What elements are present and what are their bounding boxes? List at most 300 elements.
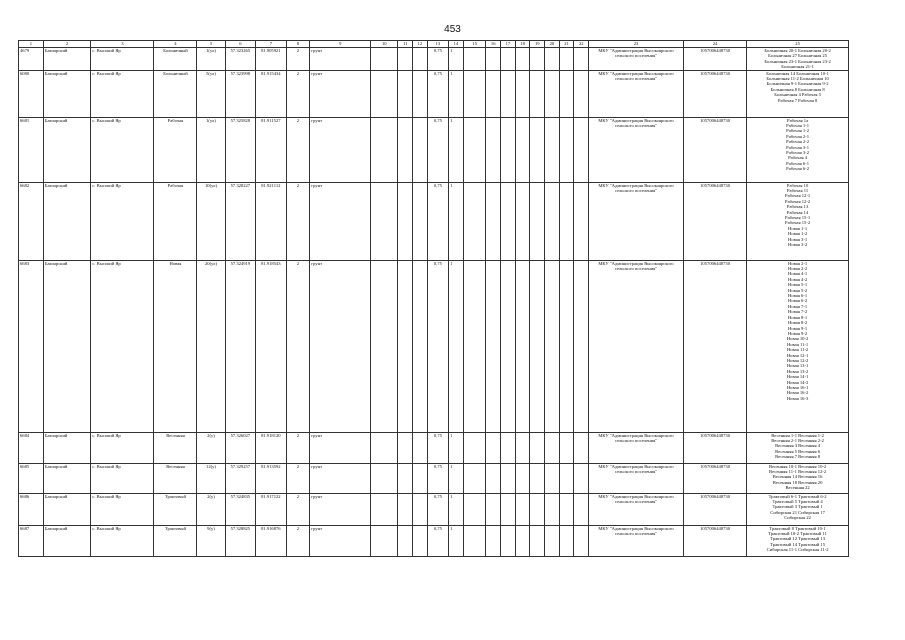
empty-cell [413, 117, 428, 182]
surface-cell: грунт [310, 117, 371, 182]
table-row [19, 493, 849, 525]
address-line: Рабочая 1а [787, 117, 809, 123]
empty-cell [574, 432, 589, 463]
column-number: 14 [449, 41, 464, 48]
street-cell: Весенняя [154, 432, 197, 463]
address-line: Новая 4-1 [788, 271, 808, 277]
longitude-cell: 81.905921 [256, 48, 286, 71]
owner-cell: МКУ "Администрация Высокоярского сельского поселения" [589, 525, 684, 556]
address-line: Рабочая 15-1 [785, 215, 811, 221]
address-line: Новая 5-1 [788, 282, 808, 288]
address-line: Новая 3-1 [788, 236, 808, 242]
address-line: Новая 12-2 [786, 357, 809, 363]
address-line: Новая 11-2 [786, 347, 809, 353]
empty-cell [371, 432, 398, 463]
empty-cell [530, 525, 545, 556]
empty-cell [413, 260, 428, 432]
width-cell: 0,75 [427, 182, 448, 260]
empty-cell [574, 260, 589, 432]
empty-cell [486, 117, 501, 182]
address-line: Новая 1-1 [788, 225, 808, 231]
column-number-header [19, 41, 849, 48]
settlement-cell: с. Высокий Яр [91, 463, 154, 493]
surface-cell: грунт [310, 260, 371, 432]
page-number: 453 [444, 24, 461, 35]
table-row [19, 182, 849, 260]
address-line: Трактовый 3 Трактовый 1 [772, 504, 823, 510]
address-line: Рабочая 3-2 [786, 150, 809, 156]
record-number: 6685 [19, 463, 44, 493]
empty-cell [515, 117, 530, 182]
flag-cell: 1 [449, 525, 464, 556]
empty-cell [530, 463, 545, 493]
address-line: Весенняя 18 Весенняя 20 [772, 479, 823, 485]
empty-cell [559, 432, 574, 463]
address-line: Новая 11-1 [786, 341, 809, 347]
address-line: Весенняя 10-1 Весенняя 10-2 [768, 463, 827, 469]
district-cell: Бакчарский [43, 48, 90, 71]
width-cell: 0,75 [427, 493, 448, 525]
address-line: Рабочая 3-1 [786, 144, 809, 150]
address-line: Трактовый 5 Трактовый 4 [772, 499, 823, 505]
address-line: Новая 16-1 [786, 384, 809, 390]
count-cell: 2 [286, 117, 310, 182]
column-number: 5 [197, 41, 225, 48]
address-line: Рабочая 11 [787, 188, 809, 194]
empty-cell [463, 463, 486, 493]
empty-cell [463, 525, 486, 556]
addresses-cell [747, 182, 849, 260]
empty-cell [463, 493, 486, 525]
empty-cell [486, 70, 501, 117]
empty-cell [501, 493, 516, 525]
empty-cell [486, 260, 501, 432]
surface-cell: грунт [310, 432, 371, 463]
address-line: Новая 16-3 [786, 395, 809, 401]
latitude-cell: 57.326027 [225, 432, 255, 463]
address-line: Сибирская 22 [784, 515, 811, 521]
street-cell: Новая [154, 260, 197, 432]
record-number: 6683 [19, 260, 44, 432]
district-cell: Бакчарский [43, 493, 90, 525]
surface-cell: грунт [310, 182, 371, 260]
flag-cell: 1 [449, 70, 464, 117]
addresses-cell [747, 48, 849, 71]
address-line: Новая 8-2 [788, 320, 808, 326]
empty-cell [545, 48, 560, 71]
column-number: 1 [19, 41, 44, 48]
column-number: 7 [256, 41, 286, 48]
empty-cell [501, 182, 516, 260]
settlement-cell: с. Высокий Яр [91, 117, 154, 182]
address-line: Весенняя 1-1 Весенняя 1-2 [771, 432, 824, 438]
column-number: 4 [154, 41, 197, 48]
settlement-cell: с. Высокий Яр [91, 493, 154, 525]
house-cell: 2(у) [197, 493, 225, 525]
house-cell: 10(ул) [197, 182, 225, 260]
empty-cell [398, 463, 413, 493]
table-row [19, 432, 849, 463]
address-line: Рабочая 2-2 [786, 139, 809, 145]
addresses-cell [747, 432, 849, 463]
address-line: Новая 6-2 [788, 298, 808, 304]
latitude-cell: 57.328227 [225, 182, 255, 260]
count-cell: 2 [286, 70, 310, 117]
address-line: Новая 12-1 [786, 352, 809, 358]
latitude-cell: 57.325828 [225, 117, 255, 182]
empty-cell [371, 525, 398, 556]
empty-cell [501, 463, 516, 493]
address-line: Весенняя 14 Весенняя 16 [772, 474, 823, 480]
settlement-cell: с. Высокий Яр [91, 48, 154, 71]
address-line: Рабочая 15-2 [785, 220, 811, 226]
address-line: Трактовый 6-1 Трактовый 6-2 [768, 493, 827, 499]
empty-cell [559, 260, 574, 432]
address-line: Рабочая 12-1 [785, 193, 811, 199]
count-cell: 2 [286, 182, 310, 260]
address-line: Весенняя 5 Весенняя 6 [775, 448, 821, 454]
empty-cell [530, 117, 545, 182]
empty-cell [530, 260, 545, 432]
owner-cell: МКУ "Администрация Высокоярского сельского поселения" [589, 463, 684, 493]
flag-cell: 1 [449, 493, 464, 525]
empty-cell [413, 70, 428, 117]
house-cell: 1(ул) [197, 48, 225, 71]
street-cell: Трактовый [154, 525, 197, 556]
empty-cell [530, 48, 545, 71]
column-number: 18 [515, 41, 530, 48]
empty-cell [501, 432, 516, 463]
street-cell: Рабочая [154, 182, 197, 260]
table-row [19, 260, 849, 432]
address-line: Рабочая 10 [786, 182, 809, 188]
address-line: Новая 3-2 [788, 242, 808, 248]
record-number: 6687 [19, 525, 44, 556]
empty-cell [501, 525, 516, 556]
empty-cell [545, 432, 560, 463]
address-line: Сибирская 21 Сибирская 17 [770, 509, 825, 515]
empty-cell [501, 48, 516, 71]
address-line: Новая 6-1 [788, 293, 808, 299]
empty-cell [574, 525, 589, 556]
address-line: Весенняя 3 Весенняя 4 [775, 443, 821, 449]
address-line: Рабочая 2-1 [786, 133, 809, 139]
empty-cell [413, 432, 428, 463]
empty-cell [486, 48, 501, 71]
address-line: Больничная 20-1 Больничная 20-2 [764, 48, 831, 53]
address-line: Больничная 21-1 [781, 64, 814, 70]
empty-cell [545, 525, 560, 556]
addresses-cell [747, 463, 849, 493]
owner-cell: МКУ "Администрация Высокоярского сельского поселения" [589, 432, 684, 463]
addresses-cell [747, 117, 849, 182]
address-line: Трактовый 14 Трактовый 15 [770, 541, 825, 547]
ogrn-cell: 1057006448730 [683, 260, 746, 432]
street-cell: Трактовый [154, 493, 197, 525]
latitude-cell: 57.323265 [225, 48, 255, 71]
street-cell: Больничный [154, 48, 197, 71]
empty-cell [463, 260, 486, 432]
empty-cell [545, 70, 560, 117]
settlement-cell: с. Высокий Яр [91, 260, 154, 432]
empty-cell [545, 182, 560, 260]
count-cell: 2 [286, 525, 310, 556]
address-line: Новая 8-1 [788, 314, 808, 320]
count-cell: 2 [286, 48, 310, 71]
table-body [19, 48, 849, 557]
ogrn-cell: 1057006448730 [683, 182, 746, 260]
district-cell: Бакчарский [43, 525, 90, 556]
empty-cell [559, 525, 574, 556]
count-cell: 2 [286, 432, 310, 463]
district-cell: Бакчарский [43, 260, 90, 432]
empty-cell [501, 117, 516, 182]
settlement-cell: с. Высокий Яр [91, 432, 154, 463]
table-row [19, 70, 849, 117]
empty-cell [515, 260, 530, 432]
road-registry-table [18, 40, 849, 557]
empty-cell [413, 48, 428, 71]
empty-cell [530, 432, 545, 463]
empty-cell [413, 525, 428, 556]
address-line: Больничная 11-2 Больничная 10 [766, 76, 829, 82]
empty-cell [574, 70, 589, 117]
empty-cell [371, 48, 398, 71]
surface-cell: грунт [310, 48, 371, 71]
empty-cell [371, 182, 398, 260]
longitude-cell: 81.913592 [256, 463, 286, 493]
address-line: Новая 13-1 [786, 363, 809, 369]
address-line: Рабочая 4 [788, 155, 808, 161]
address-line: Больничная 4 Рабочая 5 [774, 92, 821, 98]
record-number: 6686 [19, 493, 44, 525]
address-line: Новая 16-2 [786, 390, 809, 396]
record-number: 6080 [19, 70, 44, 117]
address-line: Новая 7-2 [788, 309, 808, 315]
surface-cell: грунт [310, 493, 371, 525]
district-cell: Бакчарский [43, 182, 90, 260]
district-cell: Бакчарский [43, 432, 90, 463]
empty-cell [486, 432, 501, 463]
longitude-cell: 81.921112 [256, 182, 286, 260]
empty-cell [463, 182, 486, 260]
column-number: 19 [530, 41, 545, 48]
width-cell: 0,75 [427, 260, 448, 432]
empty-cell [398, 117, 413, 182]
column-number: 15 [463, 41, 486, 48]
empty-cell [371, 70, 398, 117]
address-line: Рабочая 1-2 [786, 128, 809, 134]
empty-cell [559, 70, 574, 117]
owner-cell: МКУ "Администрация Высокоярского сельского поселения" [589, 117, 684, 182]
empty-cell [559, 117, 574, 182]
address-line: Рабочая 6-2 [786, 166, 809, 172]
address-line: Трактовый 8 Трактовый 10-1 [769, 525, 826, 531]
empty-cell [530, 182, 545, 260]
surface-cell: грунт [310, 70, 371, 117]
address-line: Рабочая 13 [786, 204, 809, 210]
empty-cell [371, 463, 398, 493]
column-number: 2 [43, 41, 90, 48]
ogrn-cell: 1057006448730 [683, 48, 746, 71]
surface-cell: грунт [310, 463, 371, 493]
empty-cell [545, 463, 560, 493]
record-number: 6684 [19, 432, 44, 463]
record-number: 6682 [19, 182, 44, 260]
house-cell: 2(у) [197, 432, 225, 463]
empty-cell [515, 182, 530, 260]
latitude-cell: 57.324835 [225, 493, 255, 525]
address-line: Новая 10-2 [786, 336, 809, 342]
empty-cell [398, 182, 413, 260]
addresses-cell [747, 260, 849, 432]
empty-cell [530, 70, 545, 117]
house-cell: 1(ул) [197, 117, 225, 182]
empty-cell [545, 260, 560, 432]
address-line: Новая 9-2 [788, 330, 808, 336]
street-cell: Весенняя [154, 463, 197, 493]
empty-cell [559, 463, 574, 493]
address-line: Рабочая 7 Рабочая 8 [777, 97, 818, 103]
addresses-cell [747, 70, 849, 117]
address-line: Новая 14-1 [786, 374, 809, 380]
owner-cell: МКУ "Администрация Высокоярского сельского поселения" [589, 182, 684, 260]
count-cell: 2 [286, 260, 310, 432]
address-line: Больничная 27 Больничная 25 [768, 53, 827, 59]
house-cell: 12(у) [197, 463, 225, 493]
column-number: 9 [310, 41, 371, 48]
longitude-cell: 81.916876 [256, 525, 286, 556]
addresses-cell [747, 493, 849, 525]
empty-cell [574, 463, 589, 493]
empty-cell [413, 493, 428, 525]
address-line: Весенняя 2-1 Весенняя 2-2 [771, 438, 824, 444]
empty-cell [486, 463, 501, 493]
flag-cell: 1 [449, 48, 464, 71]
latitude-cell: 57.324919 [225, 260, 255, 432]
empty-cell [545, 117, 560, 182]
empty-cell [371, 117, 398, 182]
empty-cell [463, 432, 486, 463]
address-line: Новая 1-2 [788, 231, 808, 237]
ogrn-cell: 1057006448730 [683, 70, 746, 117]
empty-cell [398, 432, 413, 463]
flag-cell: 1 [449, 463, 464, 493]
column-number: 3 [91, 41, 154, 48]
column-number: 25 [747, 41, 849, 48]
longitude-cell: 81.917122 [256, 493, 286, 525]
table-row [19, 48, 849, 71]
settlement-cell: с. Высокий Яр [91, 525, 154, 556]
empty-cell [398, 525, 413, 556]
address-line: Новая 9-1 [788, 325, 808, 331]
empty-cell [371, 493, 398, 525]
column-number: 20 [545, 41, 560, 48]
empty-cell [574, 48, 589, 71]
empty-cell [574, 493, 589, 525]
address-line: Сибирская 11-1 Сибирская 11-2 [766, 547, 829, 553]
empty-cell [559, 48, 574, 71]
empty-cell [559, 182, 574, 260]
address-line: Новая 4-2 [788, 276, 808, 282]
width-cell: 0,75 [427, 463, 448, 493]
address-line: Рабочая 12-2 [785, 198, 811, 204]
ogrn-cell: 1057006448730 [683, 432, 746, 463]
width-cell: 0,75 [427, 432, 448, 463]
longitude-cell: 81.915434 [256, 70, 286, 117]
empty-cell [463, 70, 486, 117]
address-line: Весенняя 22 [785, 485, 810, 491]
empty-cell [413, 182, 428, 260]
address-line: Весенняя 7 Весенняя 8 [775, 454, 821, 460]
empty-cell [371, 260, 398, 432]
empty-cell [515, 48, 530, 71]
flag-cell: 1 [449, 117, 464, 182]
empty-cell [515, 525, 530, 556]
empty-cell [398, 48, 413, 71]
record-number: 4679 [19, 48, 44, 71]
district-cell: Бакчарский [43, 70, 90, 117]
latitude-cell: 57.328825 [225, 525, 255, 556]
column-number: 11 [398, 41, 413, 48]
district-cell: Бакчарский [43, 117, 90, 182]
column-number: 12 [413, 41, 428, 48]
empty-cell [413, 463, 428, 493]
empty-cell [559, 493, 574, 525]
street-cell: Больничный [154, 70, 197, 117]
address-line: Трактовый 12 Трактовый 13 [770, 536, 825, 542]
empty-cell [463, 117, 486, 182]
address-line: Больничная 14 Больничная 10-1 [766, 70, 829, 76]
longitude-cell: 81.918543 [256, 260, 286, 432]
address-line: Трактовый 10-2 Трактовый 11 [768, 531, 827, 537]
empty-cell [398, 493, 413, 525]
street-cell: Рабочая [154, 117, 197, 182]
house-cell: 5(ул) [197, 70, 225, 117]
address-line: Новая 2-1 [788, 260, 808, 266]
width-cell: 0,75 [427, 117, 448, 182]
empty-cell [574, 117, 589, 182]
address-line: Больничная 9-1 Больничная 9-2 [766, 81, 829, 87]
addresses-cell [747, 525, 849, 556]
address-line: Больничная 8 Больничная 8 [770, 86, 825, 92]
width-cell: 0,75 [427, 525, 448, 556]
address-line: Новая 13-2 [786, 368, 809, 374]
empty-cell [574, 182, 589, 260]
empty-cell [515, 493, 530, 525]
empty-cell [501, 260, 516, 432]
column-number: 13 [427, 41, 448, 48]
empty-cell [486, 493, 501, 525]
empty-cell [515, 432, 530, 463]
address-line: Весенняя 11-1 Весенняя 12-2 [769, 469, 827, 475]
owner-cell: МКУ "Администрация Высокоярского сельского поселения" [589, 48, 684, 71]
owner-cell: МКУ "Администрация Высокоярского сельского поселения" [589, 493, 684, 525]
empty-cell [486, 182, 501, 260]
ogrn-cell: 1057006448730 [683, 463, 746, 493]
longitude-cell: 81.911527 [256, 117, 286, 182]
empty-cell [515, 70, 530, 117]
ogrn-cell: 1057006448730 [683, 525, 746, 556]
district-cell: Бакчарский [43, 463, 90, 493]
empty-cell [463, 48, 486, 71]
column-number: 24 [683, 41, 746, 48]
owner-cell: МКУ "Администрация Высокоярского сельского поселения" [589, 260, 684, 432]
column-number: 17 [501, 41, 516, 48]
column-number: 21 [559, 41, 574, 48]
table-row [19, 463, 849, 493]
empty-cell [545, 493, 560, 525]
